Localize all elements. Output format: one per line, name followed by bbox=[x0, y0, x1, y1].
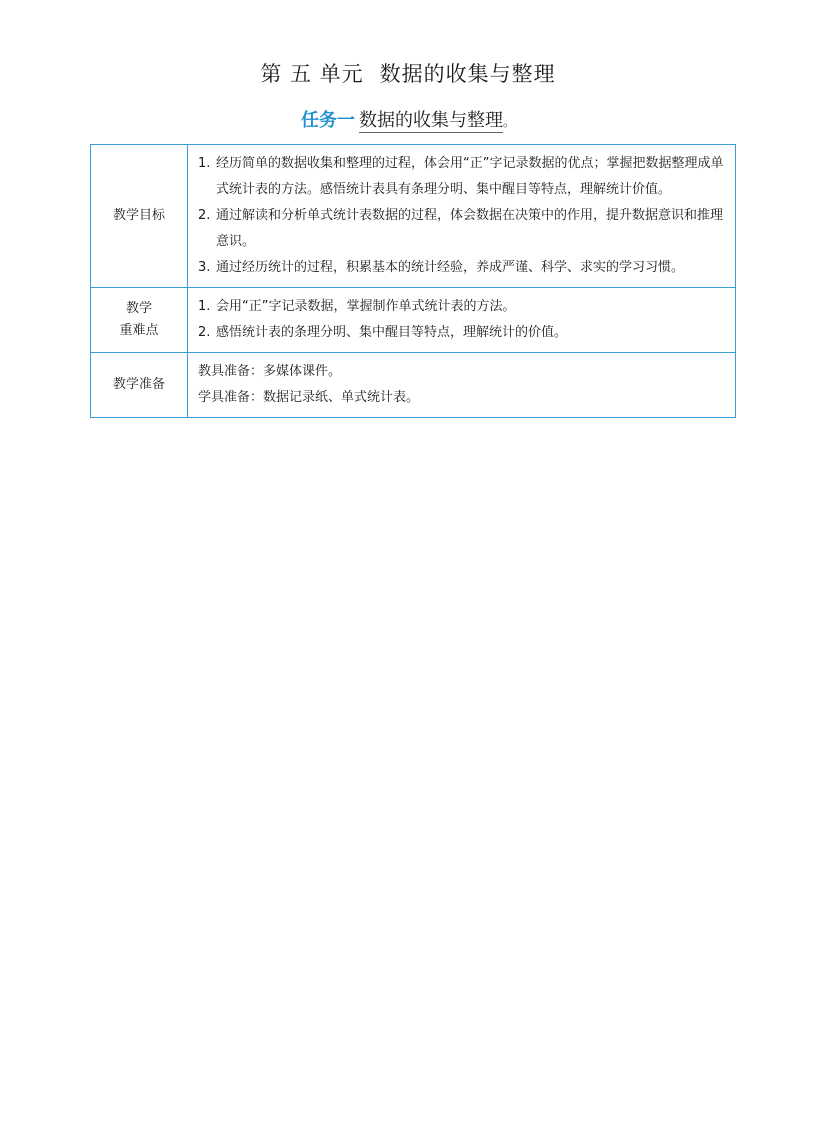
student-prep-line: 学具准备：数据记录纸、单式统计表。 bbox=[198, 390, 420, 405]
item-number: 2. bbox=[198, 325, 211, 340]
task-dot: 。 bbox=[502, 115, 515, 129]
key-points-content bbox=[188, 288, 736, 353]
task-label: 任务一 bbox=[300, 110, 355, 131]
item-text: 经历简单的数据收集和整理的过程，体会用“正”字记录数据的优点；掌握把数据整理成单式统计表的方法。感悟统计表具有条理分明、集中醒目等特点，理解统计价值。 bbox=[216, 156, 724, 197]
list-item bbox=[198, 151, 727, 203]
item-text: 通过解读和分析单式统计表数据的过程，体会数据在决策中的作用，提升数据意识和推理意识。 bbox=[216, 208, 724, 249]
preparation-label: 教学准备 bbox=[91, 353, 188, 418]
preparation-content bbox=[188, 353, 736, 418]
item-text: 感悟统计表的条理分明、集中醒目等特点，理解统计的价值。 bbox=[216, 325, 568, 340]
item-number: 1. bbox=[198, 299, 211, 314]
key-points-label-line1: 教学 bbox=[125, 301, 152, 316]
unit-title-text: 数据的收集与整理 bbox=[379, 62, 556, 86]
item-text: 会用“正”字记录数据，掌握制作单式统计表的方法。 bbox=[216, 299, 516, 314]
item-text: 通过经历统计的过程，积累基本的统计经验，养成严谨、科学、求实的学习习惯。 bbox=[216, 260, 685, 275]
list-item bbox=[198, 255, 727, 281]
table-row-objectives bbox=[91, 145, 736, 288]
list-item bbox=[198, 294, 727, 320]
objectives-content bbox=[188, 145, 736, 288]
item-number: 2. bbox=[198, 208, 211, 223]
list-item bbox=[198, 320, 727, 346]
item-number: 1. bbox=[198, 156, 211, 171]
item-number: 3. bbox=[198, 260, 211, 275]
table-row-preparation bbox=[91, 353, 736, 418]
task-name: 数据的收集与整理 bbox=[358, 110, 503, 131]
unit-prefix: 第 五 单元 bbox=[260, 62, 364, 86]
key-points-label-line2: 重难点 bbox=[119, 323, 159, 338]
teacher-prep-line: 教具准备：多媒体课件。 bbox=[198, 364, 342, 379]
objectives-label: 教学目标 bbox=[91, 145, 188, 288]
unit-title bbox=[0, 58, 816, 88]
task-heading bbox=[0, 106, 816, 132]
list-item bbox=[198, 203, 727, 255]
table-row-key-points bbox=[91, 288, 736, 353]
lesson-plan-table bbox=[90, 144, 736, 418]
key-points-label bbox=[91, 288, 188, 353]
